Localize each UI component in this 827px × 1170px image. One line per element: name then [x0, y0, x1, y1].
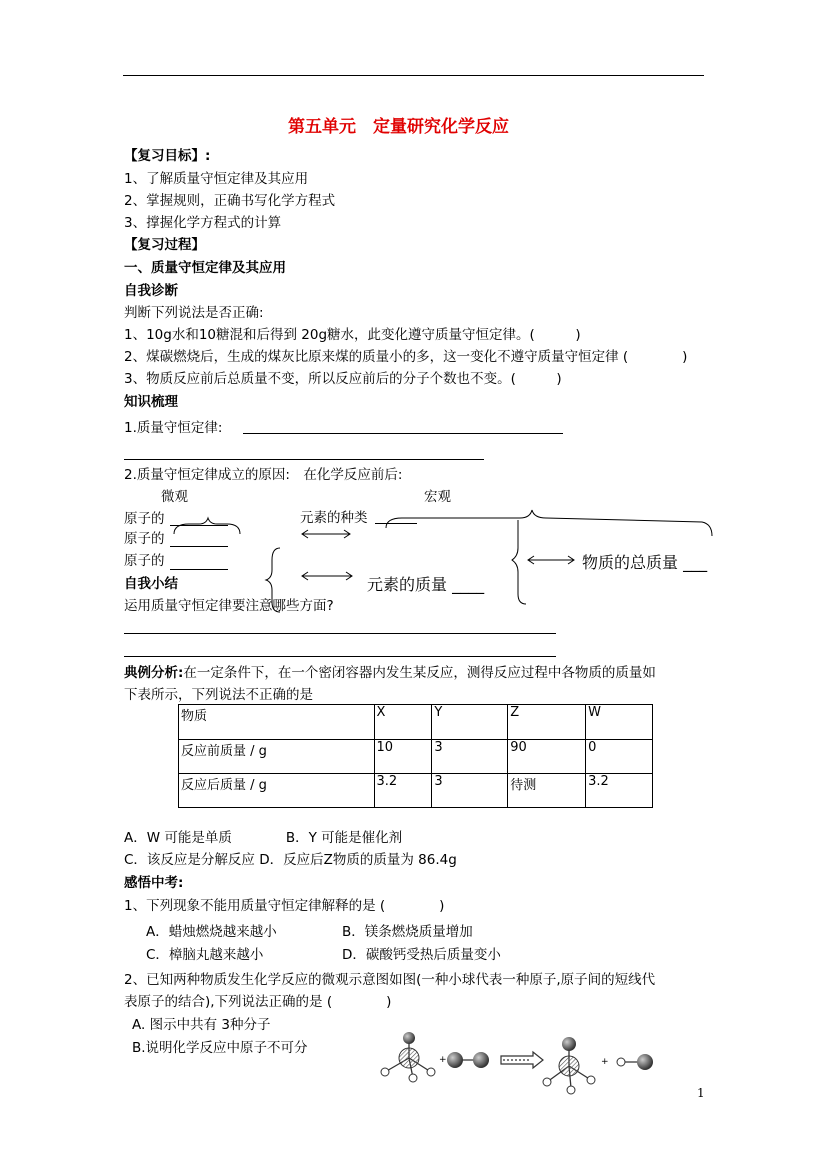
macro-brace-top: [386, 510, 712, 536]
micro-brace-top: [174, 518, 240, 534]
macro-label: 宏观: [424, 489, 451, 505]
section1-heading: 一、质量守恒定律及其应用: [124, 260, 286, 276]
exam-option: A．蜡烛燃烧越来越小: [146, 924, 277, 940]
exam-option: B．镁条燃烧质量增加: [342, 924, 473, 940]
reason-label: 2.质量守恒定律成立的原因: 在化学反应前后:: [124, 467, 403, 483]
table-cell: 物质: [179, 705, 375, 740]
process-heading: 【复习过程】: [124, 237, 205, 253]
table-cell: X: [374, 705, 432, 740]
exam-question: 表原子的结合),下列说法正确的是 ( ): [124, 994, 392, 1010]
goal-item: 1、了解质量守恒定律及其应用: [124, 171, 309, 187]
table-cell: 待测: [508, 774, 586, 808]
page-number: 1: [697, 1086, 705, 1100]
exam-option: B.说明化学反应中原子不可分: [132, 1040, 308, 1056]
table-cell: 3: [432, 740, 508, 774]
element-kind-label: 元素的种类: [300, 510, 368, 526]
atom-label: 原子的: [124, 553, 165, 569]
table-cell: 0: [586, 740, 653, 774]
summary-question: 运用质量守恒定律要注意哪些方面?: [124, 598, 334, 614]
exam-option: A. 图示中共有 3种分子: [132, 1017, 271, 1033]
table-cell: 10: [374, 740, 432, 774]
law-label: 1.质量守恒定律:: [124, 420, 223, 436]
page-title: 第五单元 定量研究化学反应: [288, 117, 509, 137]
example-option: A．W 可能是单质 B．Y 可能是催化剂: [124, 830, 403, 846]
goal-item: 3、撑握化学方程式的计算: [124, 215, 282, 231]
example-label: 典例分析:: [124, 665, 184, 681]
table-cell: 3.2: [374, 774, 432, 808]
example-line2: 下表所示，下列说法不正确的是: [124, 687, 313, 703]
table-cell: 3.2: [586, 774, 653, 808]
element-mass-label: 元素的质量 ____: [367, 575, 485, 594]
goals-heading: 【复习目标】:: [124, 148, 211, 164]
mass-table: [178, 704, 653, 808]
summary-heading: 自我小结: [124, 576, 178, 592]
exam-question: 2、已知两种物质发生化学反应的微观示意图如图(一种小球代表一种原子,原子间的短线代: [124, 972, 656, 988]
macro-brace-left: [512, 520, 526, 604]
atom-label: 原子的: [124, 511, 165, 527]
knowledge-heading: 知识梳理: [124, 394, 178, 410]
table-cell: 反应后质量 / g: [179, 774, 375, 808]
svg-text:+: +: [601, 1057, 609, 1067]
atom-label: 原子的: [124, 531, 165, 547]
table-row: [179, 740, 653, 774]
table-row: [179, 774, 653, 808]
table-cell: Y: [432, 705, 508, 740]
micro-label: 微观: [161, 489, 188, 505]
judge-item: 1、10g水和10糖混和后得到 20g糖水，此变化遵守质量守恒定律。( ): [124, 327, 581, 343]
exam-heading: 感悟中考:: [124, 875, 184, 891]
blank-line: [124, 633, 556, 634]
exam-option: D．碳酸钙受热后质量变小: [342, 947, 501, 963]
blank-line: [124, 656, 556, 657]
table-cell: W: [586, 705, 653, 740]
table-row: [179, 705, 653, 740]
total-mass-label: 物质的总质量 ___: [582, 553, 708, 572]
table-cell: 90: [508, 740, 586, 774]
exam-question: 1、下列现象不能用质量守恒定律解释的是 ( ): [124, 898, 445, 914]
atom-ball: [403, 1032, 415, 1044]
judge-item: 3、物质反应前后总质量不变，所以反应前后的分子个数也不变。( ): [124, 371, 562, 387]
judge-item: 2、煤碳燃烧后，生成的煤灰比原来煤的质量小的多，这一变化不遵守质量守恒定律 ( ): [124, 349, 688, 365]
judge-intro: 判断下列说法是否正确:: [124, 305, 264, 321]
exam-option: C．樟脑丸越来越小: [146, 947, 264, 963]
table-cell: Z: [508, 705, 586, 740]
goal-item: 2、掌握规则，正确书写化学方程式: [124, 193, 336, 209]
example-line1: 在一定条件下，在一个密闭容器内发生某反应，测得反应过程中各物质的质量如: [183, 665, 656, 681]
table-cell: 3: [432, 774, 508, 808]
reaction-diagram: [375, 1030, 675, 1110]
svg-text:+: +: [439, 1055, 447, 1065]
self-diag-heading: 自我诊断: [124, 283, 178, 299]
example-option: C．该反应是分解反应 D．反应后Z物质的质量为 86.4g: [124, 852, 457, 868]
table-cell: 反应前质量 / g: [179, 740, 375, 774]
example-text: [124, 664, 656, 682]
